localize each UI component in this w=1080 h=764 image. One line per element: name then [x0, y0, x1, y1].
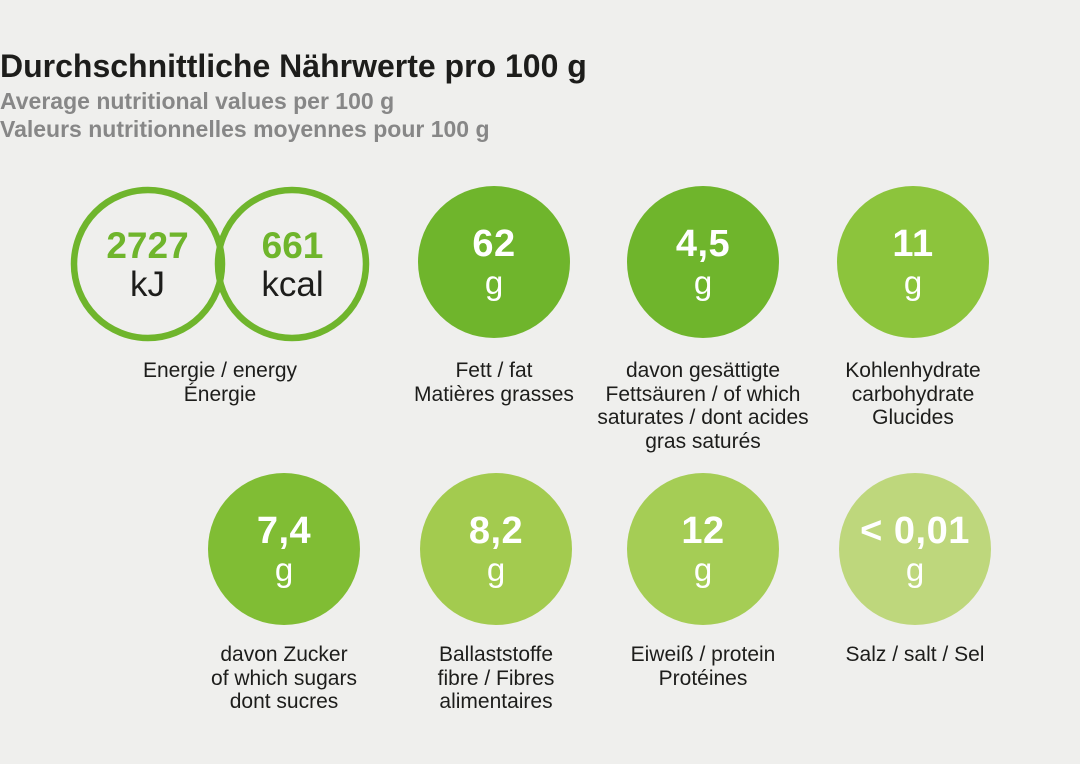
carbohydrate-label: Kohlenhydrate carbohydrate Glucides [845, 359, 981, 429]
sugars-unit: g [274, 550, 294, 588]
protein-value: 12 [681, 509, 725, 552]
fat-unit: g [484, 263, 504, 301]
carbohydrate-unit: g [903, 263, 923, 301]
salt-value: < 0,01 [860, 509, 970, 552]
salt-unit: g [905, 550, 925, 588]
saturates-label: davon gesättigte Fettsäuren / of which saturates / dont acides gras saturés [597, 359, 809, 453]
fat-circle [418, 186, 570, 338]
fat-value: 62 [472, 222, 516, 265]
energy-label: Energie / energy Énergie [142, 359, 298, 406]
saturates-unit: g [693, 263, 713, 301]
saturates-circle [627, 186, 779, 338]
fibre-circle [420, 473, 572, 625]
saturates-value: 4,5 [675, 222, 731, 265]
fibre-label: Ballaststoffe fibre / Fibres alimentaires [437, 643, 555, 713]
sugars-label: davon Zucker of which sugars dont sucres [211, 643, 357, 713]
fibre-unit: g [486, 550, 506, 588]
protein-unit: g [693, 550, 713, 588]
energy-kj-value: 2727 [106, 225, 189, 266]
sugars-circle [208, 473, 360, 625]
sugars-value: 7,4 [256, 509, 312, 552]
fat-label: Fett / fat Matières grasses [414, 359, 574, 406]
protein-circle [627, 473, 779, 625]
salt-label: Salz / salt / Sel [845, 643, 985, 666]
fibre-value: 8,2 [468, 509, 524, 552]
carbohydrate-value: 11 [892, 222, 934, 265]
page-title: Durchschnittliche Nährwerte pro 100 g [0, 48, 587, 84]
subtitle-french: Valeurs nutritionnelles moyennes pour 100 g [0, 116, 490, 142]
energy-group [66, 180, 378, 348]
energy-kj [66, 226, 229, 304]
carbohydrate-circle [837, 186, 989, 338]
subtitle-english: Average nutritional values per 100 g [0, 88, 395, 114]
energy-kcal-value: 661 [261, 225, 324, 266]
energy-kcal [211, 226, 374, 304]
energy-kj-unit: kJ [130, 265, 165, 304]
energy-kcal-unit: kcal [261, 265, 324, 304]
salt-circle [839, 473, 991, 625]
protein-label: Eiweiß / protein Protéines [630, 643, 776, 690]
